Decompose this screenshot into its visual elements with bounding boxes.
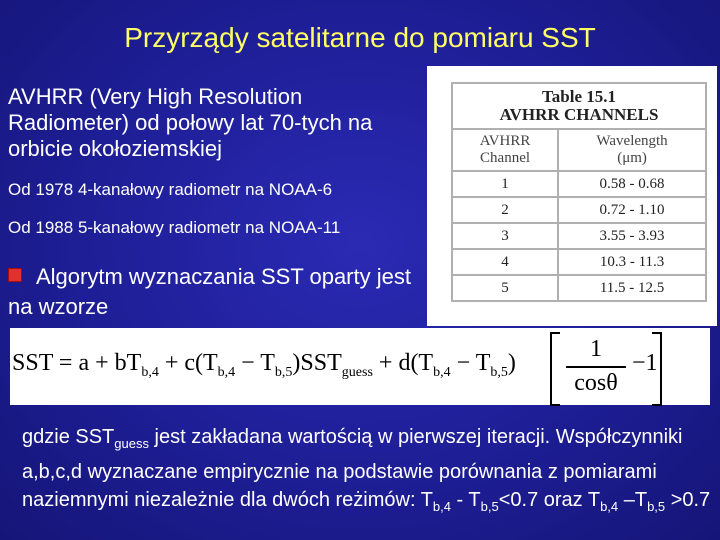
noaa6-paragraph: Od 1978 4-kanałowy radiometr na NOAA-6	[8, 180, 333, 199]
explanation-subscript: b,5	[647, 499, 666, 514]
left-bracket	[550, 332, 560, 406]
fraction-denominator: cosθ	[574, 370, 618, 396]
avhrr-paragraph: AVHRR (Very High Resolution Radiometer) od połowy lat 70-tych na orbicie okołoziemskiej	[8, 84, 373, 161]
channel-cell: 4	[452, 249, 558, 275]
sst-formula	[10, 328, 710, 405]
col-channel-header-line2: Channel	[480, 150, 531, 166]
col-wavelength-header	[558, 129, 706, 171]
channel-cell: 1	[452, 171, 558, 197]
explanation-subscript: b,4	[432, 499, 451, 514]
explanation-text: –T	[618, 489, 648, 511]
channel-cell: 3	[452, 223, 558, 249]
formula-main	[12, 350, 516, 381]
algorithm-paragraph	[8, 262, 428, 322]
formula-subscript: guess	[341, 364, 373, 380]
formula-part: + d(T	[372, 350, 434, 376]
noaa11-paragraph: Od 1988 5-kanałowy radiometr na NOAA-11	[8, 218, 341, 237]
table-caption	[452, 83, 706, 129]
table-caption-line1: Table 15.1	[541, 87, 616, 106]
formula-part: SST = a + bT	[12, 350, 142, 376]
explanation-text: - T	[451, 489, 481, 511]
explanation-text: jest zakładana wartością w pierwszej iteracji. Współczynniki a,b,c,d wyznaczane empirycznie na podstawie porównania z pomiarami naziemnymi niezależnie dla dwóch reżimów: T	[22, 426, 683, 511]
algorithm-text: Algorytm wyznaczania SST oparty jest na wzorze	[8, 264, 411, 319]
col-wavelength-header-line2: (μm)	[617, 150, 647, 166]
table-row	[452, 197, 706, 223]
col-channel-header	[452, 129, 558, 171]
col-wavelength-header-line1: Wavelength	[596, 133, 668, 149]
formula-part: + c(T	[158, 350, 218, 376]
explanation-subscript: b,5	[480, 499, 499, 514]
wavelength-cell: 0.72 - 1.10	[558, 197, 706, 223]
col-channel-header-line1: AVHRR	[479, 133, 531, 149]
wavelength-cell: 11.5 - 12.5	[558, 275, 706, 301]
explanation-subscript: b,4	[600, 499, 619, 514]
table-row	[452, 275, 706, 301]
formula-subscript: b,4	[433, 364, 451, 380]
explanation-text: >0.7	[665, 489, 711, 511]
formula-part: )	[507, 350, 516, 376]
right-bracket	[652, 332, 662, 406]
slide-title: Przyrządy satelitarne do pomiaru SST	[124, 22, 596, 53]
explanation-subscript: guess	[114, 436, 149, 451]
wavelength-cell: 10.3 - 11.3	[558, 249, 706, 275]
bullet-icon	[8, 268, 22, 282]
explanation-text: <0.7 oraz T	[498, 489, 601, 511]
fraction-numerator: 1	[590, 336, 602, 362]
table-row	[452, 171, 706, 197]
formula-subscript: b,5	[274, 364, 293, 380]
wavelength-cell: 3.55 - 3.93	[558, 223, 706, 249]
formula-subscript: b,4	[217, 364, 236, 380]
formula-fraction	[566, 336, 626, 397]
explanation-paragraph	[22, 423, 712, 521]
formula-part: − T	[450, 350, 491, 376]
table-row	[452, 249, 706, 275]
avhrr-channels-table	[451, 82, 707, 302]
table-caption-line2: AVHRR CHANNELS	[499, 105, 659, 124]
formula-subscript: b,5	[490, 364, 508, 380]
formula-minus-one: −1	[632, 350, 658, 376]
formula-part: )SST	[292, 350, 342, 376]
avhrr-channels-table-image	[427, 66, 717, 326]
table-row	[452, 223, 706, 249]
explanation-text: gdzie SST	[22, 426, 115, 448]
wavelength-cell: 0.58 - 0.68	[558, 171, 706, 197]
channel-cell: 2	[452, 197, 558, 223]
channel-cell: 5	[452, 275, 558, 301]
formula-part: − T	[235, 350, 275, 376]
formula-subscript: b,4	[141, 364, 159, 380]
